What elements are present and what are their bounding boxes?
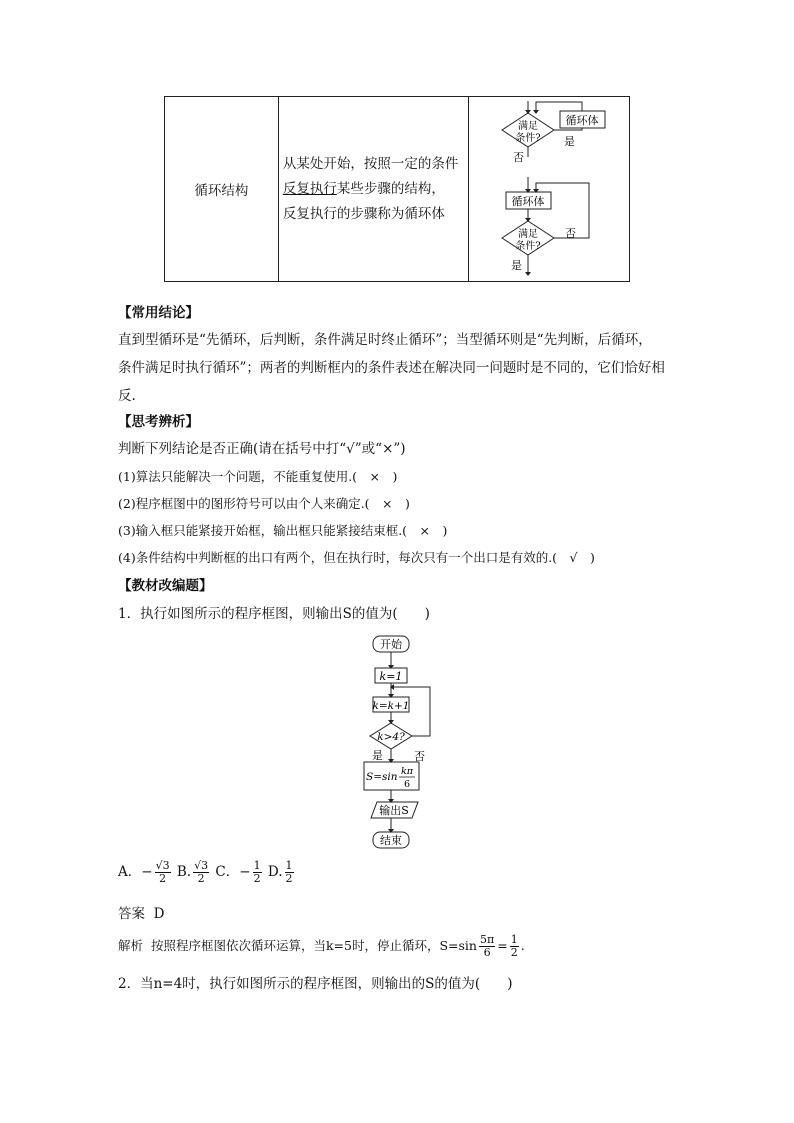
- common-conclusion-line1: 直到型循环是“先循环，后判断，条件满足时终止循环”；当型循环则是“先判断，后循环，: [118, 332, 652, 348]
- start-label: 开始: [380, 638, 402, 651]
- textbook-heading: 【教材改编题】: [118, 578, 213, 594]
- assign-lhs: S=sin: [366, 771, 398, 783]
- output-label: 输出S: [379, 804, 409, 817]
- loop-body-label-1: 循环体: [565, 114, 599, 127]
- common-conclusion-line3: 反.: [118, 388, 136, 404]
- common-conclusion-heading: 【常用结论】: [118, 305, 199, 321]
- loop-body-label-2: 循环体: [511, 195, 545, 208]
- analysis-line: [118, 934, 525, 959]
- loop-diagrams-svg: [469, 97, 629, 281]
- answer-label: 答案: [118, 906, 145, 922]
- analysis-eq: =: [497, 938, 508, 953]
- option-a-value: $\frac{√3}{2}$: [155, 859, 170, 885]
- thinking-intro: 判断下列结论是否正确(请在括号中打“√”或“×”): [118, 441, 406, 457]
- option-b-value: $\frac{√3}{2}$: [194, 859, 209, 885]
- desc-part3: 反复执行的步骤称为循环体: [282, 205, 445, 222]
- common-conclusion-line2: 条件满足时执行循环”；两者的判断框内的条件表述在解决同一问题时是不同的，它们恰好相: [118, 360, 665, 376]
- analysis-fraction: $\frac{5\pi}{6}$: [479, 933, 495, 959]
- thinking-item-3: (3)输入框只能紧接开始框，输出框只能紧接结束框.( × ): [118, 523, 448, 538]
- loop-structure-table: [164, 96, 630, 282]
- thinking-item-1: (1)算法只能解决一个问题，不能重复使用.( × ): [118, 469, 398, 484]
- no-label: 否: [414, 750, 425, 763]
- option-d-value: $\frac{1}{2}$: [285, 859, 293, 885]
- desc-part1: 从某处开始，按照一定的条件: [282, 155, 459, 172]
- increment-label: k=k+1: [372, 700, 410, 712]
- question-1-flowchart: [350, 632, 450, 854]
- option-b-label: B.: [176, 864, 192, 880]
- assign-num: kπ: [400, 766, 414, 777]
- thinking-item-4: (4)条件结构中判断框的出口有两个，但在执行时，每次只有一个出口是有效的.( √ ): [118, 550, 595, 565]
- question-1: 1．执行如图所示的程序框图，则输出S的值为( ): [118, 606, 430, 622]
- option-c-label: C．−: [215, 864, 251, 880]
- assign-den: 6: [403, 779, 411, 790]
- desc-underlined: 反复执行: [282, 180, 337, 197]
- option-c-value: $\frac{1}{2}$: [253, 859, 261, 885]
- analysis-end: .: [520, 938, 525, 953]
- option-a-label: A．−: [118, 864, 153, 880]
- yes-label-1: 是: [564, 135, 575, 148]
- thinking-item-2: (2)程序框图中的图形符号可以由个人来确定.( × ): [118, 496, 410, 511]
- structure-diagrams: [469, 97, 630, 282]
- yes-label-2: 是: [511, 259, 522, 272]
- cond-label-1b: 条件?: [515, 133, 541, 144]
- analysis-text: 按照程序框图依次循环运算，当k=5时，停止循环，S=sin: [150, 938, 477, 953]
- option-d-label: D.: [267, 864, 283, 880]
- no-label-2: 否: [565, 227, 576, 240]
- end-label: 结束: [380, 834, 402, 847]
- cond-label-1a: 满足: [518, 121, 538, 132]
- condition-label: k>4?: [377, 731, 405, 743]
- answer-options: [118, 860, 296, 885]
- no-label-1: 否: [513, 151, 524, 164]
- question-2: 2．当n=4时，执行如图所示的程序框图，则输出的S的值为( ): [118, 976, 513, 992]
- structure-name: 循环结构: [165, 97, 279, 282]
- thinking-heading: 【思考辨析】: [118, 414, 199, 430]
- analysis-result: $\frac{1}{2}$: [510, 933, 518, 959]
- answer-line: [118, 904, 164, 924]
- analysis-label: 解析: [118, 938, 144, 953]
- structure-description: [278, 97, 468, 282]
- answer-value: D: [153, 906, 165, 922]
- yes-label: 是: [372, 749, 383, 762]
- cond-label-2b: 条件?: [515, 241, 541, 252]
- desc-part2: 某些步骤的结构，: [336, 180, 445, 197]
- cond-label-2a: 满足: [518, 229, 538, 240]
- init-label: k=1: [379, 670, 403, 683]
